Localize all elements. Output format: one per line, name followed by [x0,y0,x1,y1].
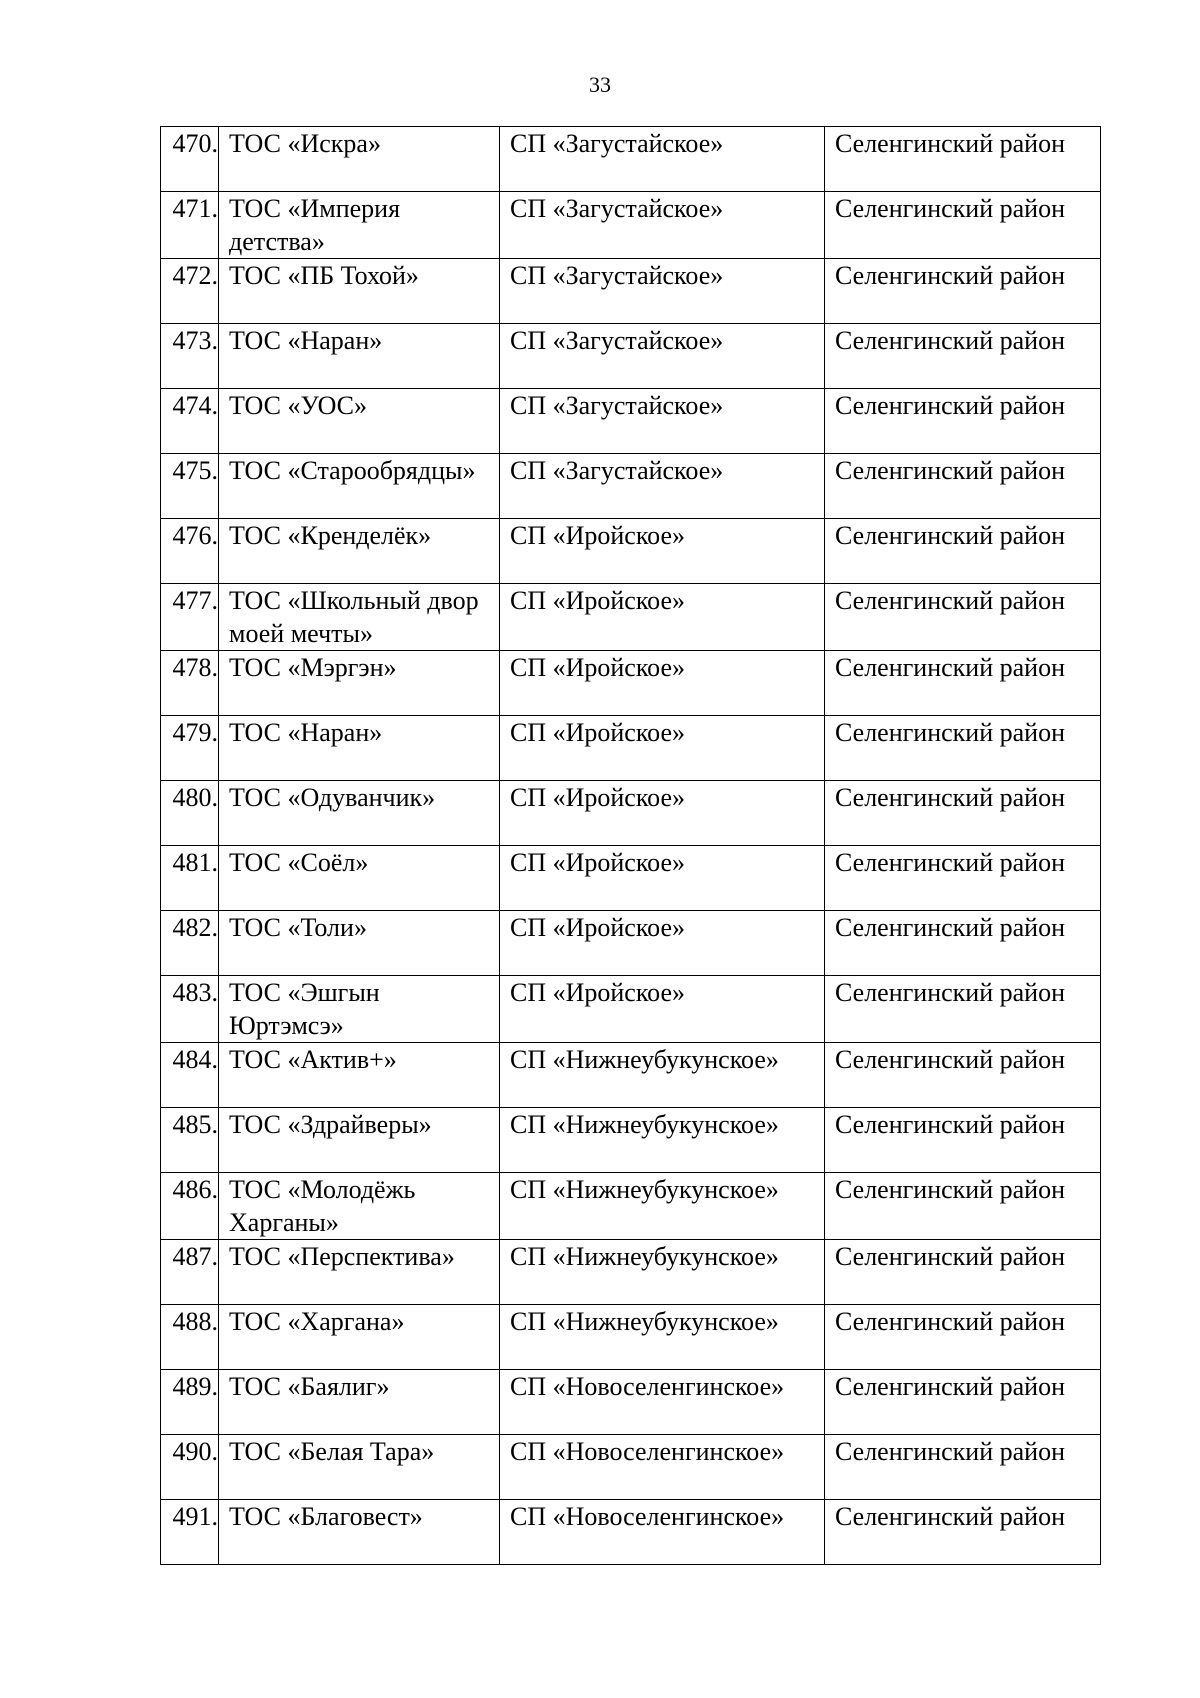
row-number: 481. [172,848,218,877]
district-name: Селенгинский район [835,129,1065,158]
settlement-name: СП «Загустайское» [510,326,724,355]
table-cell-district-name [825,1370,1101,1435]
table-cell-district-name [825,716,1101,781]
table-row [161,192,1101,259]
table-cell-row-number [161,1240,219,1305]
table-row [161,1240,1101,1305]
table-cell-district-name [825,1108,1101,1173]
table-cell-settlement-name [500,1305,825,1370]
table-cell-row-number [161,976,219,1043]
settlement-name: СП «Нижнеубукунское» [510,1045,779,1074]
row-number: 480. [172,783,218,812]
table-cell-district-name [825,324,1101,389]
table-cell-district-name [825,976,1101,1043]
table-cell-settlement-name [500,1043,825,1108]
table-cell-district-name [825,1435,1101,1500]
district-name: Селенгинский район [835,1110,1065,1139]
table-cell-row-number [161,1305,219,1370]
table-cell-settlement-name [500,976,825,1043]
table-cell-settlement-name [500,584,825,651]
table-cell-district-name [825,1500,1101,1565]
table-cell-row-number [161,127,219,192]
district-name: Селенгинский район [835,326,1065,355]
table-cell-row-number [161,1043,219,1108]
tos-name: ТОС «Эшгын Юртэмсэ» [229,978,380,1040]
row-number: 478. [172,653,218,682]
table-cell-row-number [161,1370,219,1435]
settlement-name: СП «Новоселенгинское» [510,1437,785,1466]
settlement-name: СП «Иройское» [510,783,686,812]
district-name: Селенгинский район [835,1372,1065,1401]
table-cell-row-number [161,389,219,454]
district-name: Селенгинский район [835,653,1065,682]
tos-name: ТОС «Белая Тара» [229,1437,435,1466]
row-number: 472. [172,261,218,290]
row-number: 489. [172,1372,218,1401]
table-row [161,454,1101,519]
district-name: Селенгинский район [835,1437,1065,1466]
table-cell-tos-name [219,127,500,192]
tos-name: ТОС «Одуванчик» [229,783,436,812]
district-name: Селенгинский район [835,456,1065,485]
district-name: Селенгинский район [835,391,1065,420]
row-number: 486. [172,1175,218,1204]
table-cell-district-name [825,454,1101,519]
table-cell-settlement-name [500,911,825,976]
tos-name: ТОС «ПБ Тохой» [229,261,419,290]
table-cell-district-name [825,911,1101,976]
table-cell-settlement-name [500,324,825,389]
tos-name: ТОС «Благовест» [229,1502,423,1531]
table-cell-tos-name [219,259,500,324]
district-name: Селенгинский район [835,848,1065,877]
settlement-name: СП «Иройское» [510,913,686,942]
settlement-name: СП «Нижнеубукунское» [510,1307,779,1336]
district-name: Селенгинский район [835,1175,1065,1204]
table-cell-district-name [825,1305,1101,1370]
table-cell-row-number [161,454,219,519]
table-cell-tos-name [219,716,500,781]
table-cell-row-number [161,781,219,846]
table-cell-tos-name [219,1500,500,1565]
table-body [161,127,1101,1565]
table-cell-row-number [161,192,219,259]
table-row [161,1435,1101,1500]
district-name: Селенгинский район [835,1307,1065,1336]
table-cell-district-name [825,1240,1101,1305]
district-name: Селенгинский район [835,1242,1065,1271]
tos-name: ТОС «Школьный двор моей мечты» [229,586,479,648]
tos-name: ТОС «Соёл» [229,848,369,877]
table-cell-settlement-name [500,259,825,324]
table-row [161,324,1101,389]
tos-table [160,126,1101,1565]
table-cell-tos-name [219,976,500,1043]
table-cell-tos-name [219,1043,500,1108]
table-cell-settlement-name [500,651,825,716]
district-name: Селенгинский район [835,783,1065,812]
table-cell-district-name [825,192,1101,259]
table-cell-row-number [161,846,219,911]
district-name: Селенгинский район [835,718,1065,747]
table-row [161,1370,1101,1435]
table-cell-tos-name [219,1240,500,1305]
table-cell-district-name [825,651,1101,716]
table-cell-settlement-name [500,192,825,259]
row-number: 476. [172,521,218,550]
table-cell-district-name [825,781,1101,846]
table-cell-settlement-name [500,127,825,192]
table-cell-tos-name [219,1435,500,1500]
district-name: Селенгинский район [835,194,1065,223]
table-row [161,716,1101,781]
table-cell-tos-name [219,1305,500,1370]
table-cell-settlement-name [500,389,825,454]
table-cell-district-name [825,1173,1101,1240]
tos-name: ТОС «Искра» [229,129,381,158]
settlement-name: СП «Загустайское» [510,261,724,290]
table-cell-tos-name [219,584,500,651]
table-row [161,259,1101,324]
table-cell-row-number [161,1173,219,1240]
district-name: Селенгинский район [835,1502,1065,1531]
row-number: 473. [172,326,218,355]
settlement-name: СП «Нижнеубукунское» [510,1110,779,1139]
tos-name: ТОС «Старообрядцы» [229,456,476,485]
row-number: 482. [172,913,218,942]
settlement-name: СП «Новоселенгинское» [510,1372,785,1401]
row-number: 470. [172,129,218,158]
table-row [161,781,1101,846]
table-row [161,976,1101,1043]
table-row [161,389,1101,454]
row-number: 487. [172,1242,218,1271]
district-name: Селенгинский район [835,586,1065,615]
tos-name: ТОС «Мэргэн» [229,653,397,682]
row-number: 483. [172,978,218,1007]
settlement-name: СП «Иройское» [510,653,686,682]
tos-name: ТОС «Империя детства» [229,194,401,256]
tos-name: ТОС «Толи» [229,913,367,942]
table-cell-tos-name [219,324,500,389]
table-row [161,127,1101,192]
table-cell-row-number [161,584,219,651]
table-row [161,911,1101,976]
settlement-name: СП «Загустайское» [510,194,724,223]
table-cell-tos-name [219,1173,500,1240]
table-cell-settlement-name [500,846,825,911]
district-name: Селенгинский район [835,913,1065,942]
tos-name: ТОС «Здрайверы» [229,1110,432,1139]
table-row [161,1043,1101,1108]
district-name: Селенгинский район [835,978,1065,1007]
table-row [161,1500,1101,1565]
table-row [161,584,1101,651]
row-number: 491. [172,1502,218,1531]
row-number: 485. [172,1110,218,1139]
table-cell-settlement-name [500,1500,825,1565]
row-number: 475. [172,456,218,485]
table-cell-district-name [825,584,1101,651]
table-cell-row-number [161,324,219,389]
table-cell-settlement-name [500,716,825,781]
table-row [161,651,1101,716]
settlement-name: СП «Иройское» [510,586,686,615]
table-cell-row-number [161,1500,219,1565]
table-row [161,1173,1101,1240]
table-cell-settlement-name [500,1435,825,1500]
tos-name: ТОС «Перспектива» [229,1242,455,1271]
district-name: Селенгинский район [835,1045,1065,1074]
settlement-name: СП «Иройское» [510,978,686,1007]
page-number: 33 [589,72,611,97]
table-cell-settlement-name [500,519,825,584]
row-number: 474. [172,391,218,420]
table-cell-tos-name [219,651,500,716]
table-row [161,846,1101,911]
tos-name: ТОС «Кренделёк» [229,521,432,550]
table-cell-district-name [825,259,1101,324]
settlement-name: СП «Нижнеубукунское» [510,1175,779,1204]
tos-name: ТОС «Наран» [229,326,383,355]
tos-name: ТОС «Наран» [229,718,383,747]
settlement-name: СП «Иройское» [510,848,686,877]
settlement-name: СП «Загустайское» [510,391,724,420]
table-cell-settlement-name [500,1173,825,1240]
tos-name: ТОС «Баялиг» [229,1372,390,1401]
settlement-name: СП «Загустайское» [510,456,724,485]
row-number: 488. [172,1307,218,1336]
table-cell-settlement-name [500,1108,825,1173]
table-cell-tos-name [219,192,500,259]
table-row [161,519,1101,584]
settlement-name: СП «Загустайское» [510,129,724,158]
table-cell-tos-name [219,389,500,454]
table-cell-row-number [161,716,219,781]
table-cell-row-number [161,651,219,716]
table-cell-tos-name [219,1370,500,1435]
table-cell-district-name [825,846,1101,911]
table-cell-settlement-name [500,454,825,519]
table-cell-row-number [161,1108,219,1173]
table-cell-settlement-name [500,1370,825,1435]
tos-name: ТОС «Харгана» [229,1307,405,1336]
tos-name: ТОС «УОС» [229,391,368,420]
table-row [161,1305,1101,1370]
row-number: 477. [172,586,218,615]
row-number: 490. [172,1437,218,1466]
table-cell-tos-name [219,454,500,519]
table-cell-row-number [161,1435,219,1500]
table-cell-row-number [161,911,219,976]
row-number: 471. [172,194,218,223]
district-name: Селенгинский район [835,261,1065,290]
row-number: 479. [172,718,218,747]
table-row [161,1108,1101,1173]
district-name: Селенгинский район [835,521,1065,550]
row-number: 484. [172,1045,218,1074]
table-cell-district-name [825,389,1101,454]
tos-name: ТОС «Актив+» [229,1045,397,1074]
table-cell-settlement-name [500,1240,825,1305]
settlement-name: СП «Иройское» [510,521,686,550]
table-cell-tos-name [219,519,500,584]
settlement-name: СП «Нижнеубукунское» [510,1242,779,1271]
settlement-name: СП «Новоселенгинское» [510,1502,785,1531]
table-cell-tos-name [219,911,500,976]
table-cell-row-number [161,519,219,584]
table-cell-row-number [161,259,219,324]
table-cell-district-name [825,1043,1101,1108]
table-cell-settlement-name [500,781,825,846]
table-cell-tos-name [219,846,500,911]
table-cell-district-name [825,519,1101,584]
table-cell-tos-name [219,781,500,846]
tos-name: ТОС «Молодёжь Харганы» [229,1175,416,1237]
settlement-name: СП «Иройское» [510,718,686,747]
table-cell-tos-name [219,1108,500,1173]
table-cell-district-name [825,127,1101,192]
